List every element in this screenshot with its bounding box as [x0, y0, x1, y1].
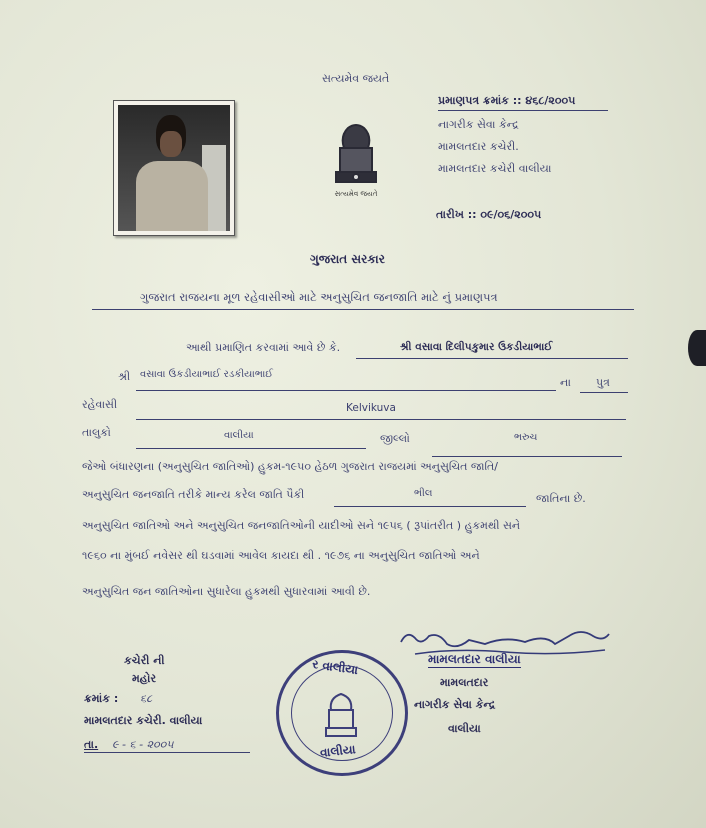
certificate-number-underline	[438, 110, 608, 111]
emblem-caption: સત્યમેવ જયતે	[334, 190, 378, 198]
taluka-line	[136, 448, 366, 449]
taluka: વાલીયા	[224, 430, 254, 441]
footer-date-line	[84, 752, 250, 753]
seal-top-text: ર વાલીયા	[311, 656, 359, 678]
para-line-3: અનુસુચિત જાતિઓ અને અનુસુચિત જનજાતિઓની યાદીઓ સને ૧૯૫૬ ( રૂપાંતરીત ) હુકમથી સને	[82, 519, 521, 532]
motto: સત્યમેવ જયતે	[322, 72, 390, 85]
na-label: ના	[560, 376, 571, 389]
para-line-4: ૧૯૬૦ ના મુંબઈ નવેસર થી ઘડવામાં આવેલ કાયદા થી . ૧૯૭૬ ના અનુસુચિત જાતિઓ અને	[82, 549, 480, 562]
relation: પુત્ર	[596, 376, 610, 389]
kramank-label: ક્રમાંક :	[84, 692, 119, 705]
issue-date: તારીખ :: ૦૯/૦૬/૨૦૦૫	[436, 208, 542, 221]
footer-office: મામલતદાર કચેરી. વાલીયા	[84, 714, 203, 727]
certificate-subject: ગુજરાત રાજયના મૂળ રહેવાસીઓ માટે અનુસુચિત જનજાતિ માટે નું પ્રમાણપત્ર	[140, 290, 498, 304]
applicant-name-line	[356, 358, 628, 359]
edge-shadow	[688, 330, 706, 366]
footer-date-prefix: તા.	[84, 738, 99, 751]
caste-line	[334, 506, 526, 507]
village-line	[136, 419, 626, 420]
para-line-5: અનુસુચિત જન જાતિઓના સુધારેલા હુકમથી સુધારવામાં આવી છે.	[82, 585, 371, 598]
national-emblem-icon	[330, 118, 382, 200]
office-line-2: મામલતદાર કચેરી.	[438, 140, 519, 153]
district: ભરુચ	[514, 432, 538, 443]
para-line-2-post: જાતિના છે.	[536, 492, 586, 505]
relation-line	[580, 392, 628, 393]
seal-bottom-text: વાલીયા	[319, 742, 357, 760]
office-line-1: નાગરીક સેવા કેન્દ્ર	[438, 118, 519, 131]
footer-date-value: ૯ - ૬ - ૨૦૦૫	[112, 738, 174, 751]
footer-right-line-3: નાગરીક સેવા કેન્દ્ર	[414, 698, 496, 711]
office-seal-label-2: મહોર	[132, 672, 157, 685]
shri-label: શ્રી	[118, 370, 131, 383]
father-name-line	[136, 390, 556, 391]
subject-underline	[92, 309, 634, 310]
stamp-title: મામલતદાર વાલીયા	[428, 652, 521, 666]
taluka-label: તાલુકો	[82, 426, 111, 439]
applicant-photo	[113, 100, 235, 236]
father-name: વસાવા ઉકડીયાભાઈ રડકીયાભાઈ	[140, 369, 273, 380]
footer-right-line-4: વાલીયા	[448, 722, 481, 735]
certify-intro: આથી પ્રમાણિત કરવામાં આવે છે કે.	[186, 341, 341, 354]
caste: ભીલ	[414, 488, 433, 499]
office-seal-label-1: કચેરી ની	[124, 654, 165, 667]
district-label: જીલ્લો	[380, 432, 410, 445]
para-line-1: જેઓ બંધારણના (અનુસુચિત જાતિઓ) હુકમ-૧૯૫૦ હેઠળ ગુજરાત રાજયમાં અનુસુચિત જાતિ/	[82, 460, 499, 473]
seal-emblem-icon	[321, 688, 361, 744]
footer-right-line-2: મામલતદાર	[440, 676, 489, 689]
para-line-2-pre: અનુસુચિત જનજાતિ તરીકે માન્ય કરેલ જાતિ પૈકી	[82, 488, 305, 501]
district-line	[432, 456, 622, 457]
kramank-value: ૬૮	[140, 692, 153, 705]
resident-label: રહેવાસી	[82, 398, 118, 411]
government-title: ગુજરાત સરકાર	[310, 252, 385, 266]
certificate-number: પ્રમાણપત્ર ક્રમાંક :: ૪૬૮/૨૦૦૫	[438, 94, 576, 107]
office-line-3: મામલતદાર કચેરી વાલીયા	[438, 162, 552, 175]
village: Kelvikuva	[346, 402, 396, 414]
applicant-name: શ્રી વસાવા દિલીપકુમાર ઉકડીયાભાઈ	[400, 341, 553, 353]
